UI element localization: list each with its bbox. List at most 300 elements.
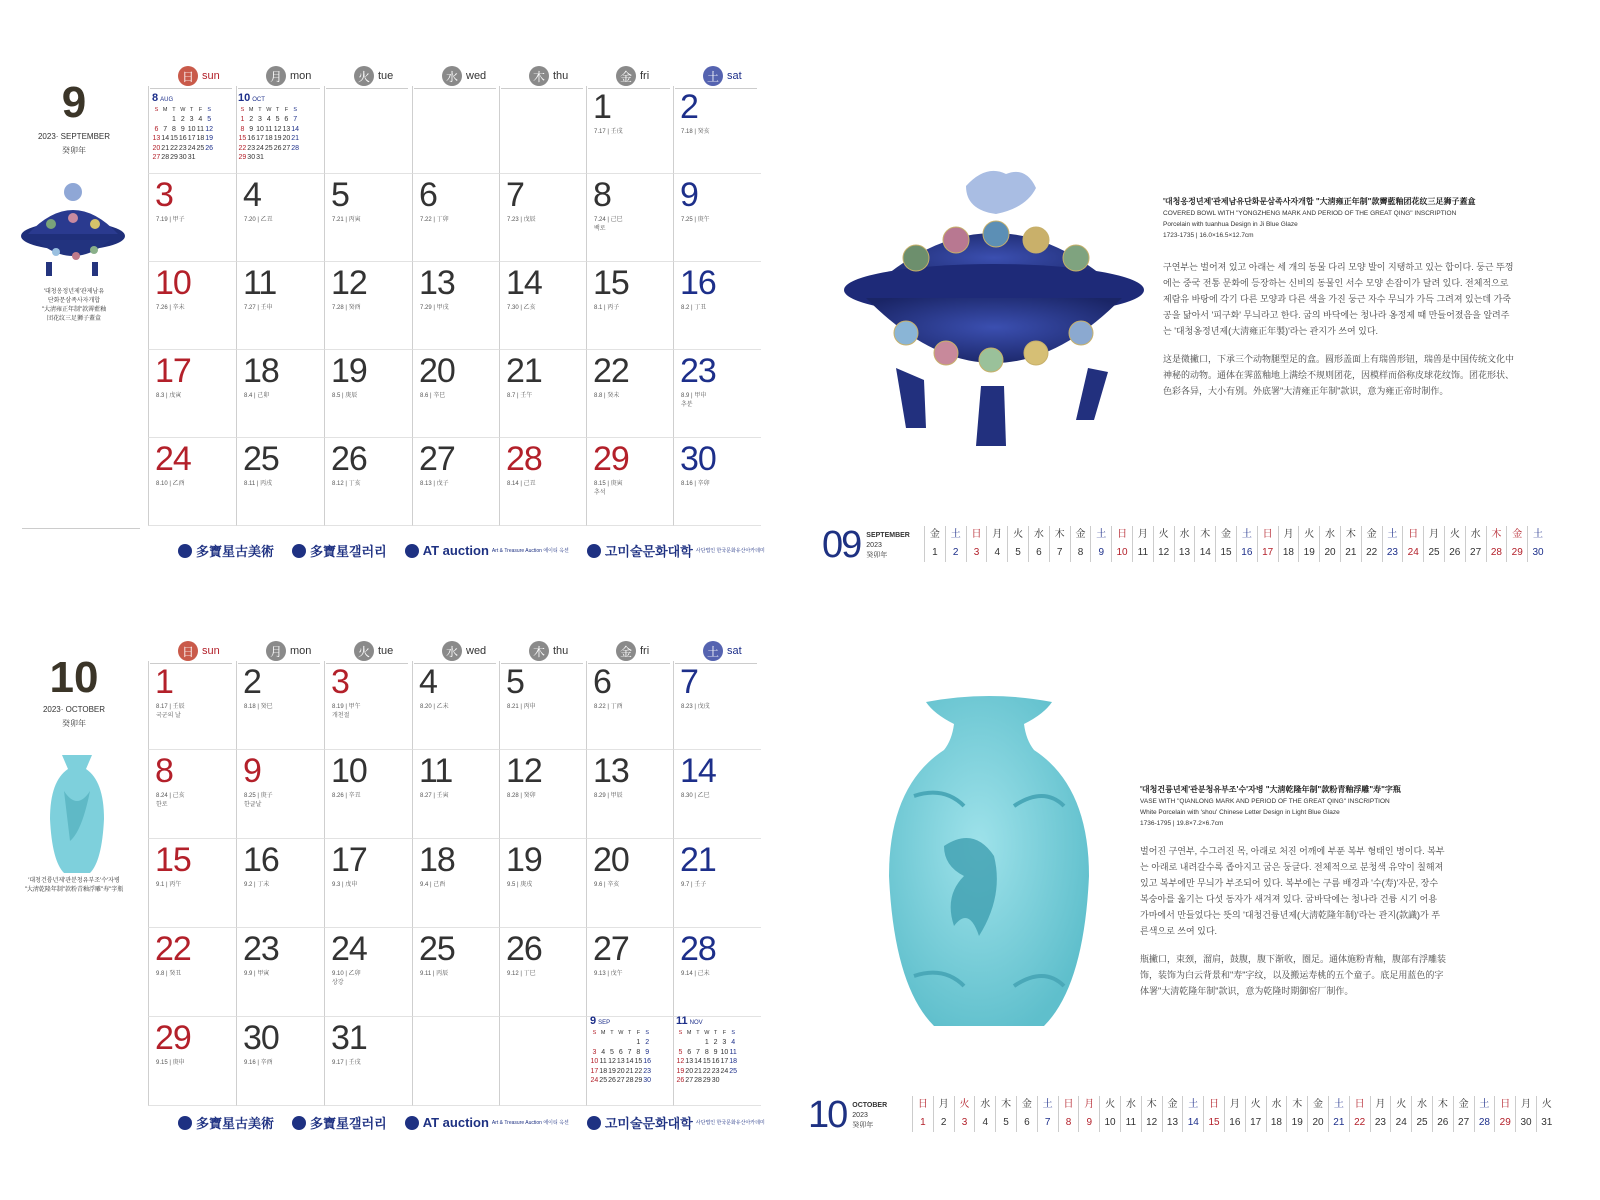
mini-day: 8 — [240, 125, 245, 133]
mini-day: 1 — [172, 116, 176, 123]
strip-weekday: 木 — [1345, 529, 1356, 540]
strip-day — [1049, 526, 1070, 562]
mini-day: 21 — [291, 135, 300, 142]
strip-date: 15 — [1208, 1117, 1220, 1128]
strip-weekday: 月 — [1375, 1099, 1386, 1110]
strip-weekday: 日 — [1117, 529, 1128, 540]
day-cell — [412, 262, 500, 350]
lunar-date: 8.27 | 壬寅 — [420, 793, 449, 799]
mini-day: 22 — [634, 1067, 643, 1075]
strip-weekday: 月 — [992, 529, 1003, 540]
day-cell — [324, 350, 412, 438]
day-number: 3 — [155, 176, 173, 214]
brand-logo-sub: Art & Treasure Auction 에이티 옥션 — [491, 548, 569, 554]
lunar-date: 9.2 | 丁未 — [244, 882, 270, 888]
brand-logo-row — [178, 541, 765, 560]
day-number: 17 — [155, 352, 191, 390]
strip-day — [1340, 526, 1361, 562]
day-number: 17 — [331, 841, 367, 879]
weekday-badge: 日 — [178, 66, 198, 86]
strip-date: 25 — [1416, 1117, 1428, 1128]
day-number: 5 — [331, 176, 349, 214]
day-number: 18 — [419, 841, 455, 879]
day-number: 29 — [155, 1019, 191, 1057]
mini-weekday: S — [293, 106, 298, 113]
weekday-header — [616, 64, 649, 88]
day-cell — [324, 86, 412, 174]
mini-day: 23 — [711, 1067, 720, 1075]
weekday-label: mon — [290, 70, 312, 82]
weekday-badge: 木 — [529, 641, 549, 661]
mini-weekday: F — [636, 1029, 641, 1036]
september-artwork-page — [800, 0, 1600, 600]
mini-day: 29 — [702, 1077, 711, 1084]
strip-day — [974, 1096, 995, 1132]
strip-date: 14 — [1199, 547, 1211, 558]
lunar-date: 8.13 | 戊子 — [420, 481, 449, 487]
strip-cycle: 癸卯年 — [852, 1121, 874, 1129]
mini-day: 25 — [729, 1067, 738, 1075]
covered-bowl-photo — [826, 158, 1162, 448]
weekday-badge: 金 — [616, 66, 636, 86]
strip-day — [1286, 1096, 1307, 1132]
mini-day: 13 — [282, 125, 291, 133]
strip-weekday: 金 — [1458, 1099, 1469, 1110]
day-number: 6 — [419, 176, 437, 214]
strip-date: 24 — [1395, 1117, 1407, 1128]
day-cell — [324, 1017, 412, 1106]
mini-day — [599, 1038, 608, 1048]
lunar-date: 7.28 | 癸酉 — [332, 305, 361, 311]
brand-logo — [292, 1113, 387, 1132]
lunar-date: 8.19 | 甲午 개천절 — [332, 704, 361, 719]
day-number: 19 — [331, 352, 367, 390]
mini-calendar-previous — [590, 1017, 652, 1086]
weekday-header — [354, 64, 393, 88]
day-cell — [236, 928, 324, 1017]
strip-date: 12 — [1158, 547, 1170, 558]
mini-day: 4 — [731, 1039, 736, 1046]
brand-seal-icon — [292, 544, 306, 558]
strip-day — [945, 526, 966, 562]
mini-weekday: T — [696, 1029, 700, 1036]
strip-date: 7 — [1044, 1117, 1051, 1128]
strip-day — [1319, 526, 1340, 562]
mini-day — [152, 115, 161, 125]
strip-date: 17 — [1250, 1117, 1262, 1128]
strip-day — [1236, 526, 1257, 562]
strip-day — [1278, 526, 1299, 562]
strip-day — [1402, 526, 1423, 562]
mini-day — [694, 1038, 703, 1048]
day-number: 1 — [593, 88, 611, 126]
day-number: 8 — [155, 752, 173, 790]
brand-logo — [292, 541, 387, 560]
day-number: 12 — [506, 752, 542, 790]
mini-day: 26 — [205, 144, 214, 152]
strip-weekday: 火 — [1396, 1099, 1407, 1110]
day-cell — [499, 438, 587, 526]
day-cell — [412, 174, 500, 262]
brand-logo-text: 多寶星갤러리 — [310, 1116, 387, 1131]
mini-day: 4 — [266, 116, 271, 123]
strip-weekday: 土 — [950, 529, 961, 540]
lunar-date: 8.28 | 癸卯 — [507, 793, 536, 799]
weekday-label: fri — [640, 645, 650, 657]
strip-day — [933, 1096, 954, 1132]
lunar-date: 8.16 | 辛卯 — [681, 481, 710, 487]
mini-day: 10 — [187, 125, 196, 133]
strip-date: 21 — [1333, 1117, 1345, 1128]
lunar-date: 7.29 | 甲戌 — [420, 305, 449, 311]
mini-calendar-next — [676, 1017, 738, 1086]
brand-logo — [178, 541, 274, 560]
day-number: 10 — [331, 752, 367, 790]
strip-weekday: 水 — [1179, 529, 1190, 540]
weekday-badge: 火 — [354, 66, 374, 86]
strip-date: 26 — [1437, 1117, 1449, 1128]
artwork-material: White Porcelain with 'shou' Chinese Letter Design in Light Blue Glaze — [1140, 809, 1340, 816]
day-number: 7 — [680, 663, 698, 701]
mini-day: 14 — [161, 135, 170, 142]
strip-weekday: 水 — [1325, 529, 1336, 540]
weekday-badge: 日 — [178, 641, 198, 661]
mini-month-head — [590, 1017, 652, 1029]
strip-day — [986, 526, 1007, 562]
strip-date: 20 — [1324, 547, 1336, 558]
strip-weekday: 火 — [959, 1099, 970, 1110]
strip-date: 19 — [1303, 547, 1315, 558]
artwork-material: Porcelain with tuanhua Design in Ji Blue Glaze — [1163, 221, 1298, 228]
brand-logo — [405, 543, 569, 558]
strip-day — [1203, 1096, 1224, 1132]
mini-weekday: W — [266, 106, 272, 113]
strip-weekday: 日 — [917, 1099, 928, 1110]
description-chinese: 这是微撇口，下承三个动物腿型足的盒。圆形盖面上有瑞兽形钮，瑞兽是中国传统文化中神秘的动物。通体在霁蓝釉地上满绘不规则团花，因模样而俗称皮球花纹饰。团花形状、色彩各异，大小有别。外底署"大清雍正年制"款识，意为雍正帝时制作。 — [1163, 354, 1515, 396]
weekday-header — [266, 639, 311, 663]
mini-day: 20 — [616, 1067, 625, 1075]
strip-day — [1245, 1096, 1266, 1132]
day-cell — [324, 262, 412, 350]
strip-weekday: 日 — [1408, 529, 1419, 540]
weekday-badge: 土 — [703, 66, 723, 86]
mini-day: 6 — [154, 125, 159, 133]
strip-day — [1390, 1096, 1411, 1132]
day-cell — [324, 839, 412, 928]
lunar-date: 7.19 | 甲子 — [156, 217, 185, 223]
mini-day: 21 — [625, 1067, 634, 1075]
mini-day: 31 — [187, 154, 196, 161]
day-cell — [236, 750, 324, 839]
strip-date: 4 — [982, 1117, 989, 1128]
brand-logo — [178, 1113, 274, 1132]
artwork-caption: '대청옹정년제'관제남유 단화문삼족사자개합 "大淸雍正年制"款霽藍釉 団花纹三足狮子蓋盒 — [41, 289, 107, 322]
mini-day: 27 — [685, 1077, 694, 1084]
strip-day — [1215, 526, 1236, 562]
mini-month-num: 10 — [238, 92, 251, 104]
mini-day: 6 — [284, 116, 289, 123]
strip-date: 12 — [1146, 1117, 1158, 1128]
mini-day: 29 — [634, 1077, 643, 1084]
strip-day — [1070, 526, 1091, 562]
mini-day: 7 — [627, 1048, 632, 1056]
strip-date: 28 — [1478, 1117, 1490, 1128]
lunar-date: 8.22 | 丁酉 — [594, 704, 623, 710]
strip-date: 3 — [973, 547, 980, 558]
day-number: 3 — [331, 663, 349, 701]
mini-day — [161, 115, 170, 125]
day-cell — [148, 750, 236, 839]
strip-weekday: 火 — [1013, 529, 1024, 540]
strip-day — [1194, 526, 1215, 562]
strip-weekday: 土 — [1533, 529, 1543, 540]
strip-date: 23 — [1374, 1117, 1386, 1128]
day-cell — [673, 350, 761, 438]
day-number: 14 — [506, 264, 542, 302]
day-number: 5 — [506, 663, 524, 701]
mini-weekday: F — [198, 106, 203, 113]
mini-day: 30 — [711, 1077, 720, 1084]
strip-weekday: 月 — [1283, 529, 1294, 540]
strip-day — [1257, 526, 1278, 562]
lunar-date: 9.16 | 辛酉 — [244, 1060, 273, 1066]
day-cell — [586, 438, 674, 526]
mini-month-head — [676, 1017, 738, 1029]
day-cell — [148, 661, 236, 750]
mini-day: 13 — [685, 1058, 694, 1065]
brand-logo — [587, 541, 765, 560]
mini-day: 16 — [643, 1058, 652, 1065]
strip-date: 9 — [1098, 547, 1105, 558]
mini-day — [685, 1038, 694, 1048]
lunar-date: 9.14 | 己未 — [681, 971, 710, 977]
mini-month-num: 8 — [152, 92, 159, 104]
divider — [22, 528, 140, 529]
brand-seal-icon — [587, 1116, 601, 1130]
strip-day — [1423, 526, 1444, 562]
strip-weekday: 火 — [1541, 1099, 1552, 1110]
mini-day: 3 — [258, 116, 262, 123]
mini-day: 11 — [196, 125, 205, 133]
day-cell — [673, 174, 761, 262]
lunar-date: 9.4 | 己酉 — [420, 882, 446, 888]
weekday-label: thu — [553, 645, 569, 657]
mini-day: 2 — [249, 116, 254, 123]
day-number: 15 — [593, 264, 629, 302]
mini-weekday: F — [722, 1029, 727, 1036]
mini-day: 17 — [187, 135, 196, 142]
day-cell — [586, 661, 674, 750]
mini-day: 23 — [178, 144, 187, 152]
mini-weekday: M — [600, 1029, 606, 1036]
strip-day — [1527, 526, 1548, 562]
day-number: 31 — [331, 1019, 367, 1057]
strip-weekday: 水 — [1125, 1099, 1136, 1110]
day-number: 16 — [243, 841, 279, 879]
strip-weekday: 土 — [1241, 529, 1252, 540]
brand-logo-text: 多寶星古美術 — [196, 1116, 275, 1131]
weekday-badge: 水 — [442, 641, 462, 661]
mini-day: 5 — [275, 116, 280, 123]
lunar-date: 8.2 | 丁丑 — [681, 305, 707, 311]
mini-day: 12 — [205, 125, 214, 133]
strip-weekday: 火 — [1449, 529, 1460, 540]
mini-day: 27 — [616, 1077, 625, 1084]
artwork-title-ko: '대청옹정년제'관제남유단화문삼족사자개합 "大淸雍正年制"款霽藍釉团花纹三足狮子蓋盒 — [1163, 197, 1476, 206]
mini-day: 13 — [616, 1058, 625, 1065]
day-cell — [236, 350, 324, 438]
strip-date: 14 — [1187, 1117, 1199, 1128]
mini-day: 28 — [291, 144, 300, 152]
mini-day: 28 — [694, 1077, 702, 1084]
mini-day: 9 — [713, 1048, 718, 1056]
lunar-date: 9.1 | 丙午 — [156, 882, 182, 888]
mini-weekday: S — [240, 106, 245, 113]
day-cell — [324, 928, 412, 1017]
day-cell — [148, 928, 236, 1017]
mini-day: 15 — [702, 1058, 711, 1065]
mini-day: 21 — [161, 144, 170, 152]
day-cell — [412, 350, 500, 438]
strip-day — [1486, 526, 1507, 562]
strip-weekday: 木 — [1200, 529, 1211, 540]
lunar-date: 8.18 | 癸巳 — [244, 704, 273, 710]
brand-logo-text: 고미술문화대학 — [604, 544, 693, 559]
lunar-date: 8.5 | 庚辰 — [332, 393, 358, 399]
strip-date: 1 — [920, 1117, 926, 1128]
strip-weekday: 木 — [1054, 529, 1065, 540]
strip-day — [1111, 526, 1132, 562]
mini-day: 25 — [599, 1077, 608, 1084]
mini-month-name: AUG — [160, 97, 174, 103]
strip-date: 2 — [940, 1117, 947, 1128]
day-cell — [412, 839, 500, 928]
strip-month-number: 10 — [808, 1094, 847, 1136]
strip-day — [1307, 1096, 1328, 1132]
strip-weekday: 金 — [1366, 529, 1377, 540]
day-number: 24 — [155, 440, 191, 478]
strip-date: 11 — [1125, 1117, 1137, 1128]
mini-day: 16 — [711, 1058, 720, 1065]
day-cell — [412, 750, 500, 839]
mini-weekday: S — [731, 1029, 736, 1036]
mini-month-head — [152, 94, 214, 106]
vase-photo — [884, 696, 1094, 1036]
day-number: 11 — [419, 752, 453, 790]
artwork-description — [1163, 196, 1515, 411]
strip-weekday: 金 — [1221, 529, 1232, 540]
strip-month-number: 09 — [822, 524, 861, 566]
day-strip — [924, 526, 1548, 562]
artwork-title-ko: '대청건륭년제'관분청유부조'수'자병 "大淸乾隆年制"款粉青釉浮雕"寿"字瓶 — [1140, 785, 1401, 794]
strip-day — [1432, 1096, 1453, 1132]
mini-day: 19 — [676, 1067, 685, 1075]
strip-date: 7 — [1056, 547, 1063, 558]
strip-date: 16 — [1229, 1117, 1241, 1128]
mini-weekday: T — [275, 106, 280, 113]
strip-weekday: 月 — [1084, 1099, 1095, 1110]
weekday-label: tue — [378, 645, 394, 657]
brand-logo-text: 多寶星古美術 — [196, 544, 275, 559]
day-cell — [236, 1017, 324, 1106]
strip-year: 2023 — [866, 541, 882, 549]
mini-day: 13 — [152, 135, 161, 142]
mini-day — [676, 1038, 685, 1048]
mini-day: 20 — [282, 135, 291, 142]
lunar-date: 8.8 | 癸未 — [594, 393, 620, 399]
weekday-header — [442, 639, 486, 663]
day-number: 10 — [155, 264, 191, 302]
mini-day: 29 — [238, 154, 247, 161]
brand-logo — [587, 1113, 765, 1132]
day-cell — [673, 750, 761, 839]
day-number: 28 — [680, 930, 716, 968]
mini-day — [590, 1038, 599, 1048]
day-cell — [586, 839, 674, 928]
weekday-label: wed — [466, 645, 487, 657]
day-number: 18 — [243, 352, 279, 390]
lunar-date: 9.13 | 戊午 — [594, 971, 623, 977]
strip-day — [1298, 526, 1319, 562]
strip-day — [1536, 1096, 1557, 1132]
weekday-label: sat — [727, 645, 742, 657]
strip-date: 10 — [1104, 1117, 1116, 1128]
day-number: 28 — [506, 440, 542, 478]
lunar-date: 7.20 | 乙丑 — [244, 217, 273, 223]
weekday-header — [442, 64, 486, 88]
day-number: 13 — [419, 264, 455, 302]
strip-date: 11 — [1137, 547, 1149, 558]
october-artwork-page — [800, 600, 1600, 1200]
mini-day: 24 — [187, 144, 196, 152]
lunar-date: 9.12 | 丁巳 — [507, 971, 536, 977]
strip-date: 23 — [1386, 547, 1398, 558]
artwork-size: 1723-1735 | 16.0×16.5×12.7cm — [1163, 232, 1254, 239]
weekday-badge: 月 — [266, 641, 286, 661]
mini-day: 19 — [608, 1067, 616, 1075]
mini-day: 15 — [634, 1058, 643, 1065]
lunar-date: 7.25 | 庚午 — [681, 217, 710, 223]
day-cell — [586, 928, 674, 1017]
mini-day: 19 — [205, 135, 214, 142]
day-cell — [499, 839, 587, 928]
lunar-date: 8.9 | 甲申 추분 — [681, 393, 707, 408]
lunar-date: 9.5 | 庚戌 — [507, 882, 533, 888]
mini-day: 2 — [180, 116, 185, 123]
strip-day — [954, 1096, 975, 1132]
mini-weekday: S — [207, 106, 212, 113]
mini-weekday: F — [284, 106, 289, 113]
mini-day: 9 — [180, 125, 185, 133]
mini-day: 5 — [610, 1048, 614, 1056]
strip-date: 31 — [1541, 1117, 1553, 1128]
mini-weekday: T — [627, 1029, 632, 1036]
mini-day: 29 — [170, 154, 178, 161]
day-number: 9 — [243, 752, 261, 790]
lunar-date: 8.1 | 丙子 — [594, 305, 620, 311]
day-number: 30 — [680, 440, 716, 478]
day-cell — [324, 438, 412, 526]
day-cell — [673, 928, 761, 1017]
day-cell — [236, 839, 324, 928]
mini-day: 5 — [678, 1048, 683, 1056]
vase-thumbnail — [44, 751, 110, 877]
mini-day: 1 — [240, 116, 245, 123]
weekday-label: fri — [640, 70, 650, 82]
mini-day — [625, 1038, 634, 1048]
strip-weekday: 日 — [1354, 1099, 1365, 1110]
strip-cycle: 癸卯年 — [866, 551, 888, 559]
